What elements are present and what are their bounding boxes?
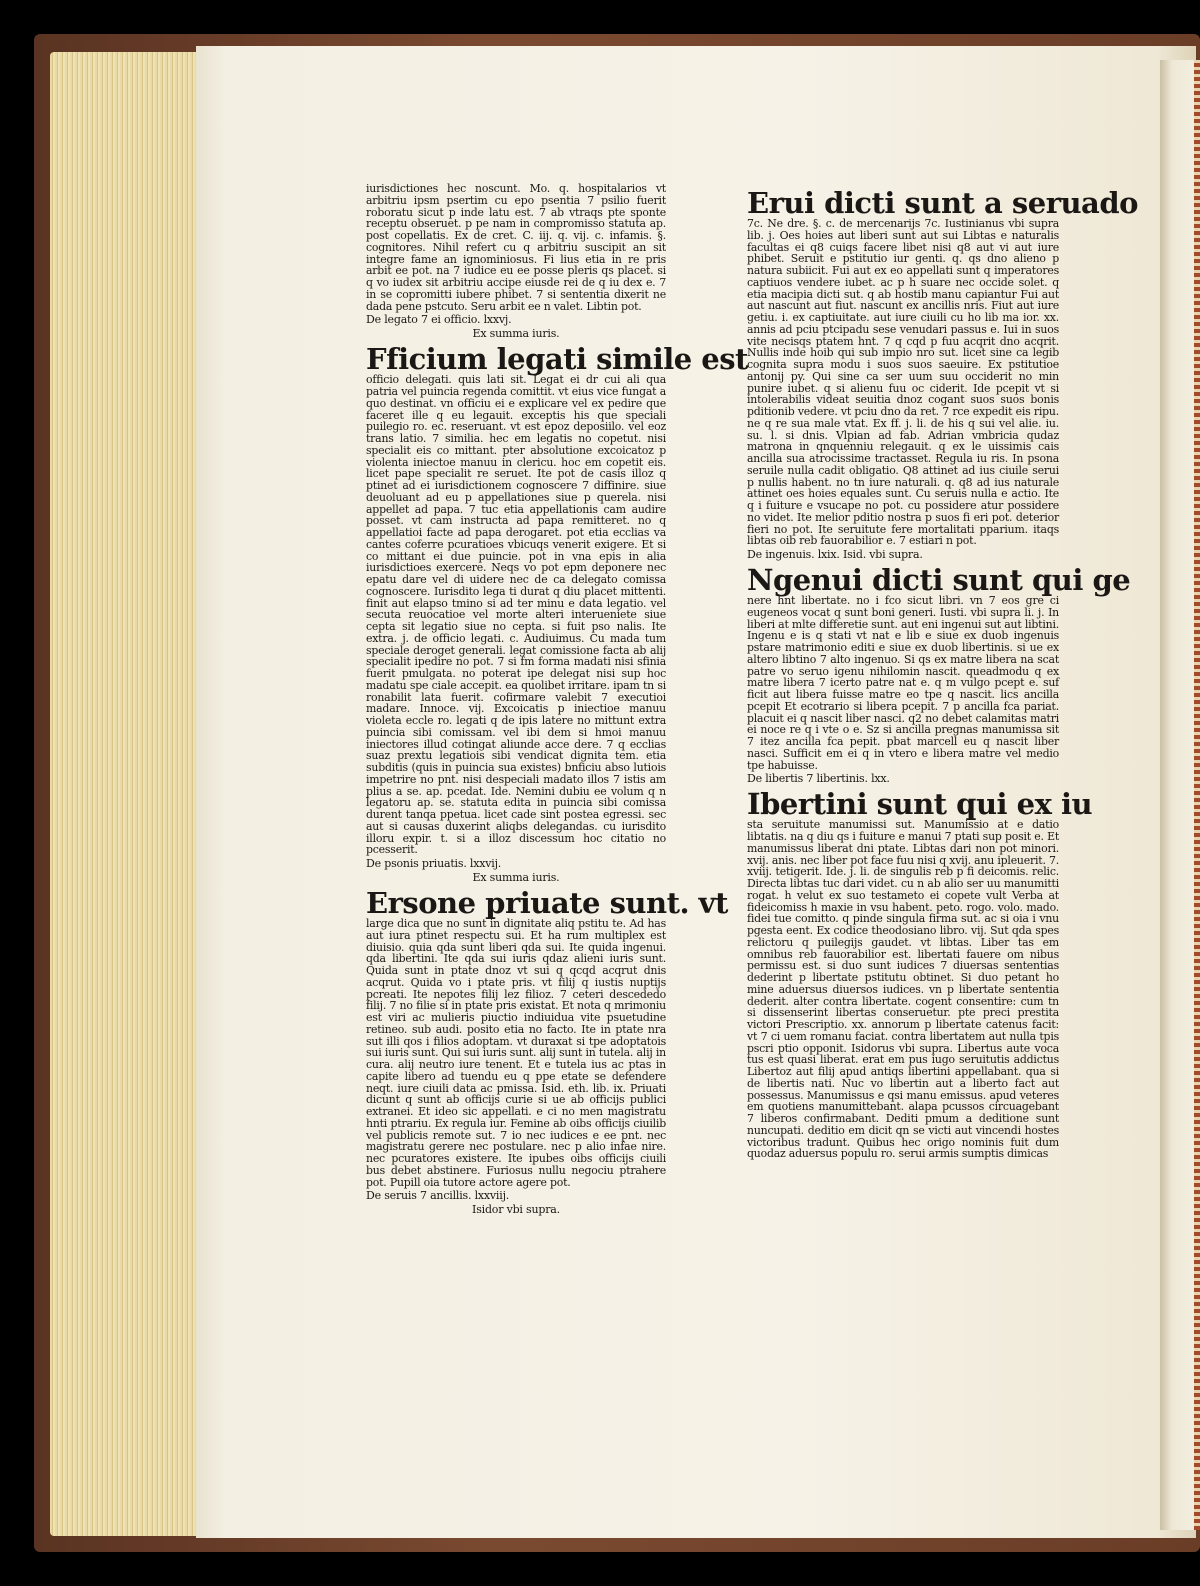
section-heading: Fficium legati simile est <box>366 342 748 377</box>
section-heading: Ersone priuate sunt. vt <box>366 886 728 920</box>
chapter-heading: De seruis 7 ancillis. lxxviij. <box>366 1189 510 1203</box>
text-column-left <box>366 182 748 1217</box>
section-heading: Ngenui dicti sunt qui ge <box>747 563 1131 597</box>
section-heading: Ibertini sunt qui ex iu <box>747 787 1093 822</box>
paragraph: 7c. Ne dre. §. c. de mercenarijs 7c. Iustinianus vbi supra lib. j. Oes hoies aut liberi sunt aut sui Libtas e naturalis facultas ei q8 cuiqs facere libet nisi q8 aut vi aut iure phibet. Seruit e pstitutio iur genti. q. qs dno alieno p natura subiicit. Fui aut ex eo appellati sunt q imperatores captiuos vendere iubet. ac p h suare nec occide solet. q etia macipia dicti sut. q ab hostib manu capiantur Fui aut aut nascunt aut fiut. nascunt ex ancillis nris. Fiut aut iure getiu. i. ex captiuitate. aut iure ciuili cu ho lib ma ior. xx. annis ad pciu ptcipadu sese venudari passus e. Iui in suos vite necisqs ptatem hnt. 7 q cqd p fuu acqrit dno acqrit. Nullis inde hoib qui sub impio nro sut. licet sine ca legib cognita supra modu i suos suos saeuire. Ex pstitutioe antonij py. Qui sine ca ser uum suu occiderit no min punire iubet. q si alienu fuu oc ciderit. Ide pcepit vt si intolerabilis videat seuitia dnoz cogant suos suos bonis pditionib vedere. vt pciu dno da ret. 7 rce expedit eis ripu. ne q re sua male vtat. Ex ff. j. li. de his q sui vel alie. iu. su. l. si dnis. Vlpian ad fab. Adrian vmbricia qudaz matrona in qnquenniu relegauit. q ex le uissimis cais ancilla sua atrocissime tractasset. Regula iu ris. In psona seruile nulla cadit obligatio. Q8 attinet ad ius ciuile serui p nullis habent. no tn iure naturali. q. q8 ad ius naturale attinet oes hoies equales sunt. Cu seruis nulla e actio. Ite q i fuiture e vsucape no pot. cu possidere atur possidere no videt. Ite melior pditio nostra p suos fi eri pot. deterior fieri no pot. Ite seruitute fere mortalitati pparium. itaqs libtas oib reb fauorabilior e. 7 estiari n pot. <box>747 217 1059 548</box>
chapter-heading: De ingenuis. lxix. Isid. vbi supra. <box>747 548 923 561</box>
source-citation: Isidor vbi supra. <box>472 1203 560 1217</box>
paragraph: iurisdictiones hec noscunt. Mo. q. hospitalarios vt arbitriu ipsm psertim cu epo psentia 7 psilio fuerit roboratu sicut p inde latu est. 7 ab vtraqs pte sponte receptu obseruet. p pe nam in compromisso statuta ap. post copellatis. Ex de cret. C. iij. q. vij. c. infamis. §. cognitores. Nihil refert cu q arbitriu suscipit an sit integre fame an ignominiosus. Fi lius etia in re pris arbit ee pot. na 7 iudice eu ee posse pleris qs placet. si q vo iudex sit arbitriu accipe eiusde rei de q iu dex e. 7 in se copromitti iubere phibet. 7 si sententia dixerit ne dada pene pstcuto. Seru arbit ee n valet. Libtin pot. <box>366 182 666 313</box>
paragraph: officio delegati. quis lati sit. Legat ei dr cui ali qua patria vel puincia regenda comittit. vt eius vice fungat a quo destinat. vn officiu ei e explicare vel ex pedire que faceret ille q eu legauit. exceptis his que speciali puilegio ro. ec. reseruant. vt est epoz deposiilo. vel eoz trans latio. 7 similia. hec em legatis no copetut. nisi specialit eis co mittant. pter absolutione excoicatoz p violenta iniectoe manuu in clericu. hoc em copetit eis. licet pape specialit re seruet. Ite pot de casis illoz q ptinet ad ei iurisdictionem cognoscere 7 diffinire. siue deuoluant ad eu p appellationes siue p querela. nisi appellet ad papa. 7 tuc etia appellationis cam audire posset. vt cam instructa ad papa remitteret. no q appellatioi facte ad papa derogaret. pot etia ecclias va cantes coferre pcuratioes vbicuqs venerit exigere. Et si co mittant ei due puincie. pot in vna epis in alia iurisdictioes exercere. Neqs vo pot epm deponere nec epatu dare vel di uidere nec de ca delegato comissa cognoscere. Iurisdito lega ti durat q diu placet mittenti. finit aut elapso tmino si ad ter minu e data legatio. vel secuta reuocatioe vel morte alteri interueniete siue cepta sit legatio siue no cepta. si fuit pso nalis. Ite extra. j. de officio legati. c. Audiuimus. Cu mada tum speciale deroget generali. legat comissione facta ab alij specialit ipedire no pot. 7 si fm forma madati nisi sfinia fuerit pmulgata. no poterat ipe delegat nisi sup hoc madatu spe ciale accepit. ea quolibet irritare. ipam tn si ronabilit lata fuerit. cofirmare valebit 7 executioi madare. Innoce. vij. Excoicatis p iniectioe manuu violeta eccle ro. legati q de ipis latere no mittunt extra puincia sibi comissam. vel ibi dem si hmoi manuu iniectores illud cotingat aliunde acce dere. 7 q ecclias suaz prextu legatiois sibi vendicat dignita tem. etia subditis (quis in puincia sua existes) bnficiu abso lutiois impetrire no pnt. nisi despeciali madato illos 7 istis am plius a se. ap. pcedat. Ide. Nemini dubiu ee volum q n legatoru ap. se. statuta edita in puincia sibi comissa durent tanqa ppetua. licet cade sint postea egressi. sec aut si causas duxerint aliqbs delegandas. cu iurisdito illoru expir. t. si a illoz discessum hoc citatio no pcesserit. <box>366 373 666 857</box>
paragraph: large dica que no sunt in dignitate aliq pstitu te. Ad has aut iura ptinet respectu sui. Et ha rum multiplex est diuisio. quia qda sunt liberi qda sui. Ite quida ingenui. qda libertini. Ite qda sui iuris qdaz alieni iuris sunt. Quida sunt in ptate dnoz vt sui q qcqd acqrut dnis acqrut. Quida vo i ptate pris. vt filij q iustis nuptijs pcreati. Ite nepotes filij lez filioz. 7 ceteri descededo filij. 7 no filie si in ptate pris existat. Et nota q mrimoniu est viri ac mulieris piuctio indiuidua vite psuetudine retineo. sub audi. posito etia no facto. Ite in ptate nra sut illi qos i filios adoptam. vt duraxat si tpe adoptatois sui iuris sunt. Qui sui iuris sunt. alij sunt in tutela. alij in cura. alij neutro iure tenent. Et e tutela ius ac ptas in capite libero ad tuendu eu q ppe etate se defendere neqt. iure ciuili data ac pmissa. Isid. eth. lib. ix. Priuati dicunt q sunt ab officijs curie si ue ab officijs publici extranei. Et ideo sic appellati. e ci no men magistratu hnti ptrariu. Ex regula iur. Femine ab oibs officijs ciuilib vel publicis remote sut. 7 io nec iudices e ee pnt. nec magistratu gerere nec postulare. nec p alio infae nire. nec pcuratores existere. Ite ipubes oibs officijs ciuili bus debet abstinere. Furiosus nullu negociu ptrahere pot. Pupill oia tutore actore agere pot. <box>366 917 666 1189</box>
chapter-heading: De legato 7 ei officio. lxxvj. <box>366 313 512 327</box>
chapter-heading: De libertis 7 libertinis. lxx. <box>747 772 890 786</box>
section-heading: Erui dicti sunt a seruado <box>747 186 1138 220</box>
text-column-right <box>747 184 1138 1161</box>
paragraph: sta seruitute manumissi sut. Manumissio at e datio libtatis. na q diu qs i fuiture e manui 7 ptati sup posit e. Et manumissus liberat dni ptate. Libtas dari non pot minori. xvij. anis. nec liber pot face fuu nisi q xvij. anu ipleuerit. 7. xviij. tetigerit. Ide. j. li. de singulis reb p fi deicomis. relic. Directa libtas tuc dari videt. cu n ab alio ser uu manumitti rogat. h velut ex suo testameto ei copete vult Verba at fideicomiss h maxie in vsu habent. peto. rogo. volo. mado. fidei tue comitto. q pinde singula firma sut. ac si oia i vnu pgesta eent. Ex codice theodosiano libro. vij. Sut qda spes relictoru q puilegijs gaudet. vt libtas. Liber tas em omnibus reb fauorabilior est. libertati fauere om nibus permissu est. si duo sunt iudices 7 diuersas sententias dederint p libertate pstitutu obtinet. Si duo petant ho mine aduersus diuersos iudices. vn p libertate sententia dederit. alter contra libertate. cogent consentire: cum tn si dissenserint libertas conseruetur. pte preci prestita victori Prescriptio. xx. annorum p libertate catenus facit: vt 7 ci uem romanu faciat. contra libertatem aut nulla tpis pscri ptio opponit. Isidorus vbi supra. Libertus aute voca tus est quasi liberat. erat em pus iugo seruitutis addictus Libertoz aut filij apud antiqs libertini appellabant. qua si de libertis nati. Nuc vo libertin aut a liberto fact aut possessus. Manumissus e qsi manu emissus. apud veteres em quotiens manumittebant. alapa pcussos circuagebant 7 liberos confirmabant. Dediti pmum a deditione sunt nuncupati. deditio em dicit qn se victi aut vincendi hostes victoribus tradunt. Quibus hec origo nominis fuit dum quodaz aduersus populu ro. serui armis sumptis dimicas <box>747 818 1059 1161</box>
chapter-heading: De psonis priuatis. lxxvij. <box>366 857 502 870</box>
page-edges <box>50 52 200 1536</box>
paragraph: nere hnt libertate. no i fco sicut libri. vn 7 eos gre ci eugeneos vocat q sunt boni generi. Iusti. vbi supra li. j. In liberi at mlte differetie sunt. aut eni ingenui sut aut libtini. Ingenu e is q stati vt nat e lib e siue ex duob ingenuis pstare matrimonio editi e siue ex duob libertinis. si ue ex altero libtino 7 alto ingenuo. Si qs ex matre libera na scat patre vo seruo igenu nihilomin nascit. queadmodu q ex matre libera 7 icerto patre nat e. q m vulgo pcept e. suf ficit aut libera fuisse matre eo tpe q nascit. lics ancilla pcepit Et ecotrario si libera pcepit. 7 p ancilla fca pariat. placuit ei q nascit liber nasci. q2 no debet calamitas matri ei noce re q i vte o e. Sz si ancilla pregnas manumissa sit 7 itez ancilla fca pepit. pbat marcell eu q nascit liber nasci. Sufficit em ei q in vtero e libera matre vel medio tpe habuisse. <box>747 594 1059 772</box>
source-citation: Ex summa iuris. <box>472 327 560 341</box>
source-citation: Ex summa iuris. <box>472 871 560 884</box>
binding-edge <box>1194 60 1200 1530</box>
